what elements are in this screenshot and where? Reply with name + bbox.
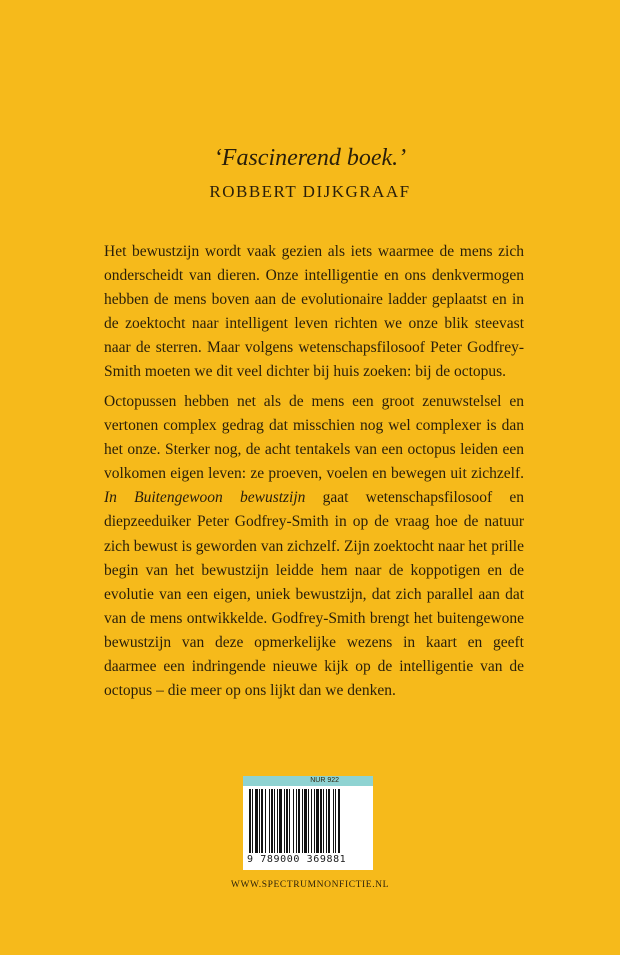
barcode-bar <box>296 789 297 853</box>
barcode-bar <box>333 789 334 853</box>
barcode-bar <box>328 789 330 853</box>
review-quote: ‘Fascinerend boek.’ <box>213 145 407 171</box>
barcode-panel <box>243 776 373 870</box>
barcode-bar <box>302 789 303 853</box>
barcode-bar <box>286 789 288 853</box>
blurb-paragraph-2-rest: gaat wetenschapsfilosoof en diepzeeduiker Peter Godfrey-Smith in op de vraag hoe de natuur zich bewust is geworden van zichzelf. Zijn zoektocht naar het prille begin van het bewustzijn leidde hem naar de koppotigen en de evolutie van een eigen, uniek bewustzijn, dat zich parallel aan dat van de mens ontwikkelde. Godfrey-Smith brengt het buitengewone bewustzijn van deze opmerkelijke wezens in kaart en geeft daarmee een indringende nieuwe kijk op de intelligentie van de octopus – die meer op ons lijkt dan we denken. <box>104 489 525 700</box>
barcode-bar <box>326 789 327 853</box>
blurb-paragraph-1: Het bewustzijn wordt vaak gezien als iets waarmee de mens zich onderscheidt van dieren. Onze intelligentie en ons denkvermogen hebben de mens boven aan de evolutionaire ladder geplaatst en in de zoektocht naar intelligent leven richten we onze blik steevast naar de sterren. Maar volgens wetenschapsfilosoof Peter Godfrey-Smith moeten we dit veel dichter bij huis zoeken: bij de octopus. <box>104 243 524 381</box>
barcode-bar <box>259 789 260 853</box>
barcode-bar <box>261 789 263 853</box>
barcode-bar <box>320 789 322 853</box>
barcode-bar <box>304 789 307 853</box>
barcode-bar <box>311 789 312 853</box>
isbn-digits: 9 789000 369881 <box>247 854 347 865</box>
barcode-bar <box>255 789 258 853</box>
barcode-bar <box>338 789 340 853</box>
barcode-bar <box>316 789 319 853</box>
barcode-bar <box>335 789 336 853</box>
barcode-bar <box>284 789 285 853</box>
barcode-bar <box>265 789 266 853</box>
barcode-icon <box>249 789 367 853</box>
barcode-bar <box>274 789 275 853</box>
blurb-paragraph-2 <box>104 390 524 703</box>
nur-label: NUR 922 <box>243 776 373 786</box>
barcode-bar <box>269 789 270 853</box>
book-title-italic: In Buitengewoon bewustzijn <box>104 489 306 507</box>
barcode-bar <box>271 789 273 853</box>
barcode-bar <box>252 789 253 853</box>
barcode-bar <box>293 789 294 853</box>
publisher-website: WWW.SPECTRUMNONFICTIE.NL <box>230 880 390 890</box>
barcode-bar <box>249 789 251 853</box>
barcode-bar <box>277 789 278 853</box>
quote-author: ROBBERT DIJKGRAAF <box>209 182 411 201</box>
barcode-bar <box>323 789 324 853</box>
barcode-bar <box>308 789 309 853</box>
barcode-bar <box>279 789 282 853</box>
barcode-bar <box>314 789 315 853</box>
barcode-bar <box>298 789 300 853</box>
barcode-bar <box>289 789 290 853</box>
blurb-paragraph-2-intro: Octopussen hebben net als de mens een groot zenuwstelsel en vertonen complex gedrag dat misschien nog wel complexer is dan het onze. Sterker nog, de acht tentakels van een octopus leiden een volkomen eigen leven: ze proeven, voelen en bewegen uit zichzelf. <box>104 393 524 483</box>
